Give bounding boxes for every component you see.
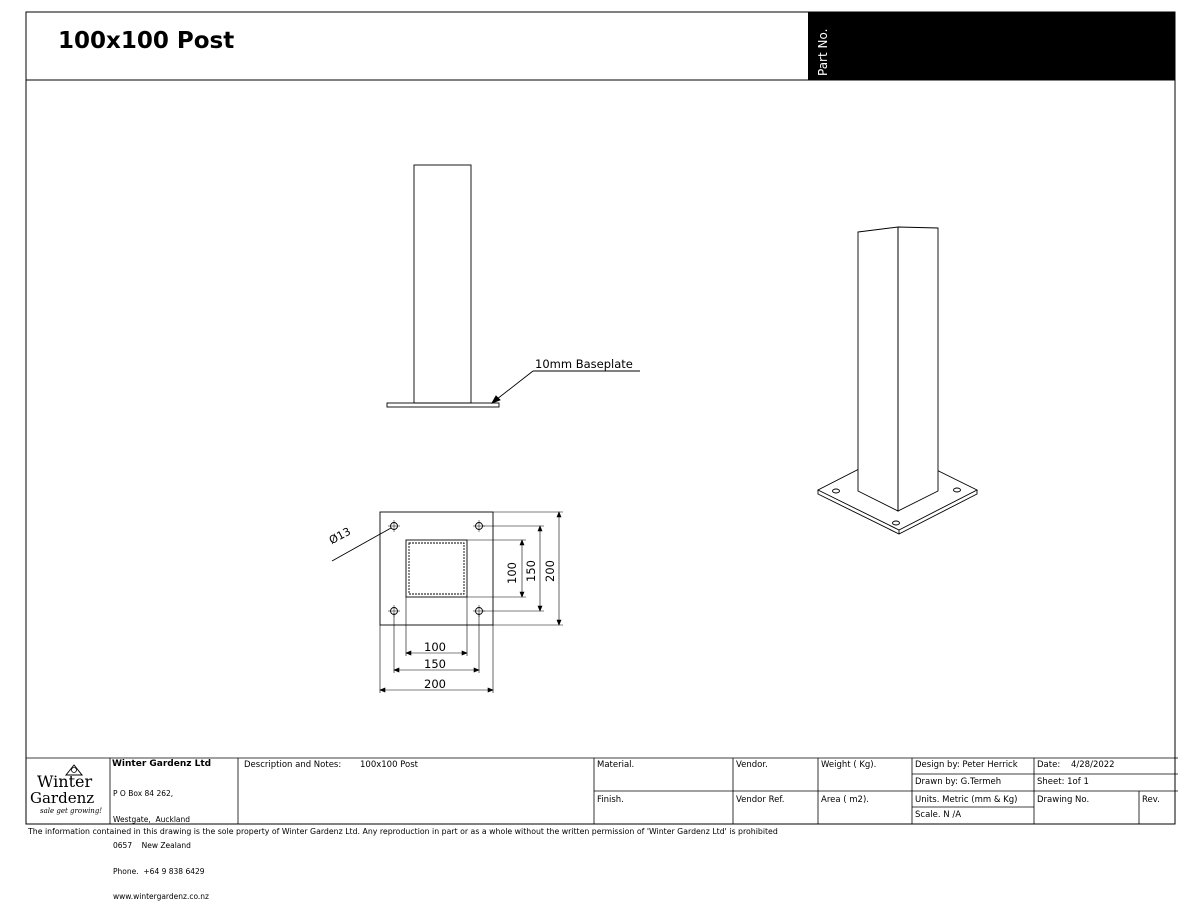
design-by: Design by: Peter Herrick	[915, 760, 1018, 770]
rev-label: Rev.	[1142, 795, 1160, 805]
iso-post-left-face	[858, 227, 898, 511]
drawn-by: Drawn by: G.Termeh	[915, 777, 1002, 787]
company-name: Winter Gardenz Ltd	[112, 759, 212, 769]
iso-post-right-face	[898, 227, 938, 511]
address-line: Westgate, Auckland	[113, 814, 191, 824]
proprietary-notice: The information contained in this drawing is the sole property of Winter Gardenz Ltd. Any reproduction in part or as a whole without the written permission of 'Winter Gardenz Ltd' is prohibited	[28, 827, 778, 836]
address-line: P O Box 84 262,	[113, 789, 174, 799]
description-value: 100x100 Post	[360, 760, 418, 770]
description-label: Description and Notes:	[244, 760, 342, 770]
dim-vertical-150: 150	[524, 560, 538, 582]
material-label: Material.	[597, 760, 635, 770]
weight-label: Weight ( Kg).	[821, 760, 877, 770]
hole-diameter-label: Ø13	[326, 524, 354, 547]
post-outer-plan	[406, 540, 467, 597]
area-label: Area ( m2).	[821, 795, 869, 805]
logo-word-gardenz: Gardenz	[30, 789, 95, 807]
drawing-title: 100x100 Post	[58, 28, 235, 54]
drawing-no-label: Drawing No.	[1037, 795, 1090, 805]
date-value: 4/28/2022	[1071, 760, 1115, 770]
post-front	[414, 165, 471, 403]
company-logo	[28, 760, 108, 822]
vendor-label: Vendor.	[736, 760, 768, 770]
dim-horizontal-200: 200	[424, 677, 446, 691]
baseplate-callout: 10mm Baseplate	[535, 357, 633, 371]
address-line: 0657 New Zealand	[113, 840, 191, 850]
part-no-block	[808, 12, 1175, 80]
post-inner-plan	[409, 543, 464, 594]
sheet-border	[26, 12, 1175, 824]
bolt-holes	[388, 520, 485, 617]
vendor-ref-label: Vendor Ref.	[736, 795, 785, 805]
date-label: Date:	[1037, 760, 1061, 770]
logo-tagline: sale get growing!	[40, 807, 103, 815]
dim-vertical-200: 200	[543, 560, 557, 582]
dim-horizontal-150: 150	[424, 657, 446, 671]
address-line: www.wintergardenz.co.nz	[113, 892, 209, 902]
finish-label: Finish.	[597, 795, 624, 805]
part-no-label	[808, 12, 838, 80]
address-line: Phone. +64 9 838 6429	[113, 866, 205, 876]
dim-vertical-100: 100	[505, 562, 519, 584]
logo-word-winter: Winter	[37, 772, 93, 791]
sheet-info: Sheet: 1of 1	[1037, 777, 1089, 787]
plan-view	[332, 512, 563, 693]
baseplate-plan	[380, 512, 493, 625]
scale: Scale. N /A	[915, 810, 962, 820]
dim-horizontal-100: 100	[424, 640, 446, 654]
callout-arrow	[492, 396, 500, 403]
part-no-text: Part No.	[816, 28, 830, 76]
baseplate-front	[387, 403, 499, 407]
units: Units. Metric (mm & Kg)	[915, 795, 1018, 805]
iso-view	[818, 227, 977, 534]
